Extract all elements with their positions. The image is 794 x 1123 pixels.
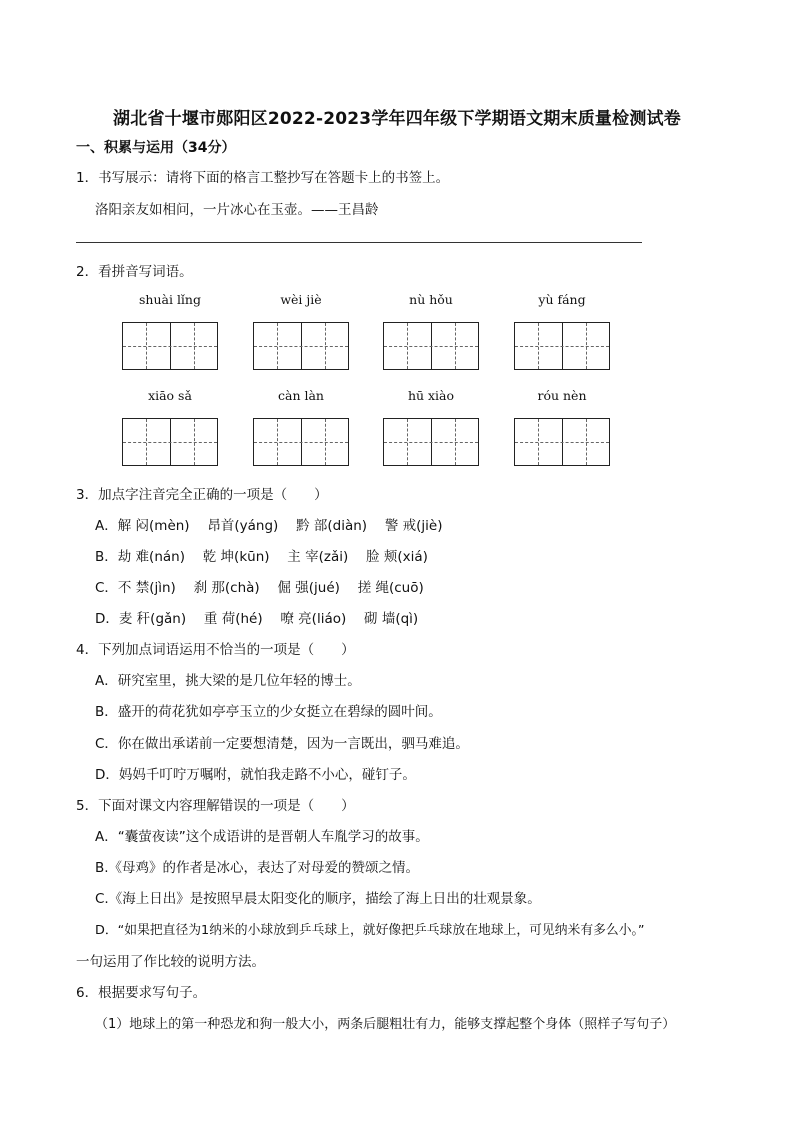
pinyin-label: xiāo sǎ xyxy=(148,388,192,403)
writing-grid-box[interactable] xyxy=(514,418,610,466)
option-b[interactable]: B．劫 难(nán) 乾 坤(kūn) 主 宰(zǎi) 脸 颊(xiá) xyxy=(95,549,428,565)
option-c[interactable]: C．不 禁(jìn) 刹 那(chà) 倔 强(jué) 搓 绳(cuō) xyxy=(95,580,424,596)
option-c[interactable]: C．你在做出承诺前一定要想清楚，因为一言既出，驷马难追。 xyxy=(95,736,469,752)
option-d[interactable]: D．“如果把直径为1纳米的小球放到乒乓球上，就好像把乒乓球放在地球上，可见纳米有多么小。” xyxy=(95,923,645,938)
writing-grid-box[interactable] xyxy=(253,322,349,370)
writing-grid-box[interactable] xyxy=(122,418,218,466)
question-3-stem: 3．加点字注音完全正确的一项是（ ） xyxy=(76,487,328,503)
pinyin-label: róu nèn xyxy=(537,388,587,403)
option-a[interactable]: A．研究室里，挑大梁的是几位年轻的博士。 xyxy=(95,673,361,689)
writing-grid-box[interactable] xyxy=(122,322,218,370)
writing-grid-box[interactable] xyxy=(383,418,479,466)
option-d-continuation: 一句运用了作比较的说明方法。 xyxy=(76,954,265,970)
pinyin-label: càn làn xyxy=(278,388,324,403)
option-a[interactable]: A．解 闷(mèn) 昂首(yáng) 黔 部(diàn) 警 戒(jiè) xyxy=(95,518,443,534)
question-1-quote: 洛阳亲友如相问，一片冰心在玉壶。——王昌龄 xyxy=(95,202,379,218)
option-a[interactable]: A．“囊萤夜读”这个成语讲的是晋朝人车胤学习的故事。 xyxy=(95,829,429,845)
question-5-stem: 5．下面对课文内容理解错误的一项是（ ） xyxy=(76,798,355,814)
question-1-stem: 1．书写展示：请将下面的格言工整抄写在答题卡上的书签上。 xyxy=(76,170,450,186)
writing-grid-box[interactable] xyxy=(383,322,479,370)
question-6-sub-1: （1）地球上的第一种恐龙和狗一般大小，两条后腿粗壮有力，能够支撑起整个身体（照样子写句子） xyxy=(95,1017,676,1032)
answer-line xyxy=(76,242,642,243)
page-title: 湖北省十堰市郧阳区2022-2023学年四年级下学期语文期末质量检测试卷 xyxy=(113,109,681,129)
pinyin-label: wèi jiè xyxy=(280,292,322,307)
option-c[interactable]: C.《海上日出》是按照早晨太阳变化的顺序，描绘了海上日出的壮观景象。 xyxy=(95,891,541,907)
section-heading: 一、积累与运用（34分） xyxy=(76,140,236,156)
pinyin-label: hū xiào xyxy=(407,388,455,403)
pinyin-label: yù fáng xyxy=(538,292,586,307)
option-d[interactable]: D．麦 秆(gǎn) 重 荷(hé) 嘹 亮(liáo) 砌 墙(qì) xyxy=(95,611,419,627)
pinyin-label: shuài lǐng xyxy=(139,292,201,307)
option-b[interactable]: B．盛开的荷花犹如亭亭玉立的少女挺立在碧绿的圆叶间。 xyxy=(95,704,442,720)
writing-grid-box[interactable] xyxy=(253,418,349,466)
option-b[interactable]: B.《母鸡》的作者是冰心，表达了对母爱的赞颂之情。 xyxy=(95,860,420,876)
question-2-stem: 2．看拼音写词语。 xyxy=(76,264,193,280)
option-d[interactable]: D．妈妈千叮咛万嘱咐，就怕我走路不小心，碰钉子。 xyxy=(95,767,416,783)
question-6-stem: 6．根据要求写句子。 xyxy=(76,985,207,1001)
question-4-stem: 4．下列加点词语运用不恰当的一项是（ ） xyxy=(76,642,355,658)
writing-grid-box[interactable] xyxy=(514,322,610,370)
pinyin-label: nù hǒu xyxy=(409,292,453,307)
